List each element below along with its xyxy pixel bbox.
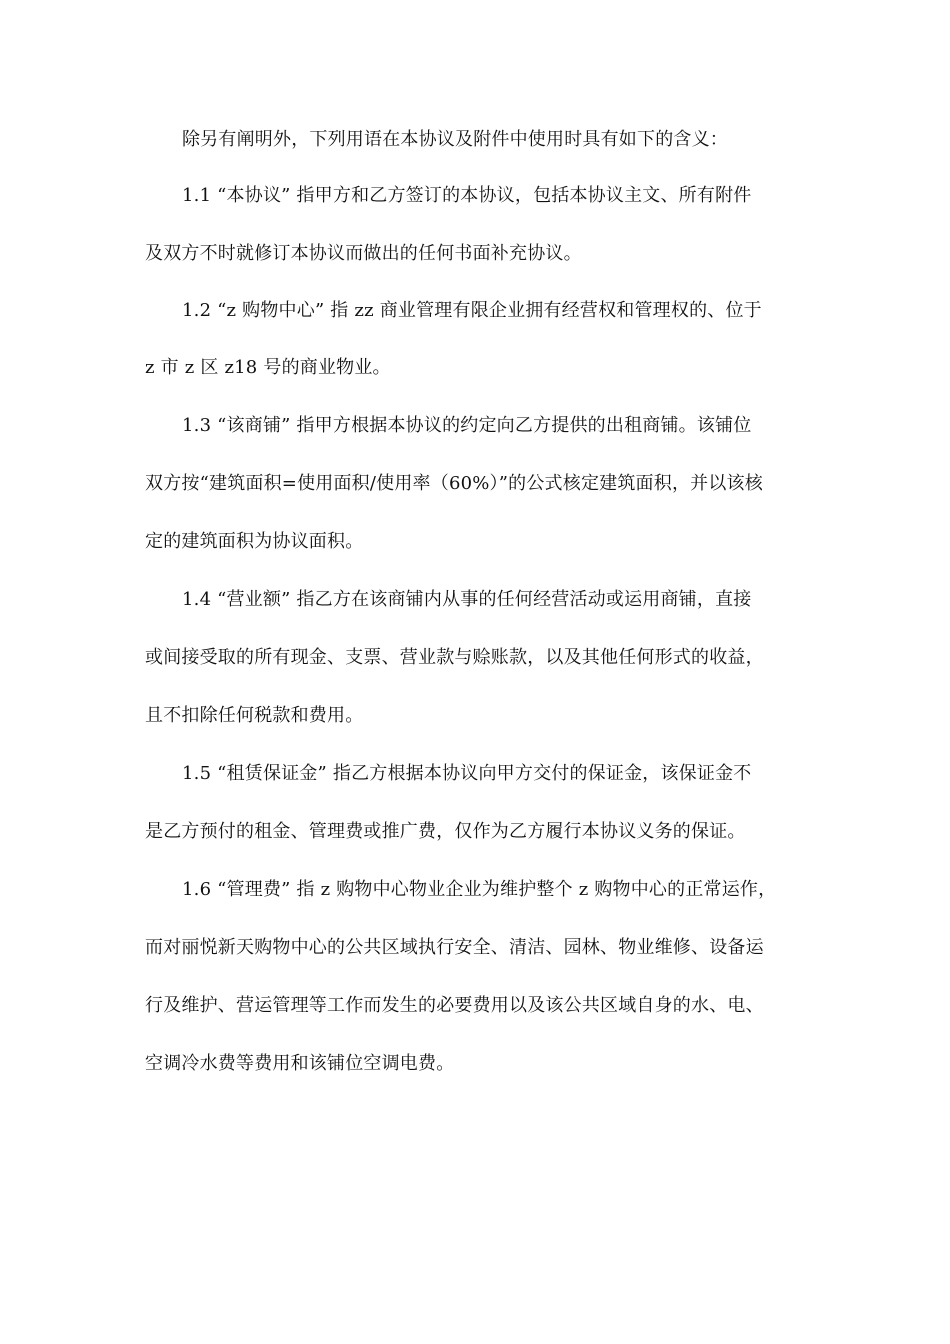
clause-1-3-line-1: 1.3 “该商铺” 指甲方根据本协议的约定向乙方提供的出租商铺。该铺位	[182, 415, 752, 436]
clause-1-6-line-3: 行及维护、营运管理等工作而发生的必要费用以及该公共区域自身的水、电、	[145, 995, 764, 1016]
clause-1-6-line-2: 而对丽悦新天购物中心的公共区域执行安全、清洁、园林、物业维修、设备运	[145, 937, 764, 958]
intro-line: 除另有阐明外，下列用语在本协议及附件中使用时具有如下的含义：	[182, 129, 728, 150]
clause-1-5-line-2: 是乙方预付的租金、管理费或推广费，仅作为乙方履行本协议义务的保证。	[145, 821, 746, 842]
clause-1-1-line-2: 及双方不时就修订本协议而做出的任何书面补充协议。	[145, 243, 582, 264]
clause-1-4-line-3: 且不扣除任何税款和费用。	[145, 705, 364, 726]
clause-1-3-line-2: 双方按“建筑面积=使用面积/使用率（60%）”的公式核定建筑面积，并以该核	[145, 473, 763, 494]
clause-1-4-line-2: 或间接受取的所有现金、支票、营业款与赊账款，以及其他任何形式的收益，	[145, 647, 764, 668]
clause-1-6-line-4: 空调冷水费等费用和该铺位空调电费。	[145, 1053, 455, 1074]
clause-1-4-line-1: 1.4 “营业额” 指乙方在该商铺内从事的任何经营活动或运用商铺，直接	[182, 589, 752, 610]
clause-1-6-line-1: 1.6 “管理费” 指 z 购物中心物业企业为维护整个 z 购物中心的正常运作，	[182, 879, 777, 900]
clause-1-3-line-3: 定的建筑面积为协议面积。	[145, 531, 364, 552]
clause-1-5-line-1: 1.5 “租赁保证金” 指乙方根据本协议向甲方交付的保证金，该保证金不	[182, 763, 752, 784]
clause-1-2-line-1: 1.2 “z 购物中心” 指 zz 商业管理有限企业拥有经营权和管理权的、位于	[182, 300, 762, 321]
clause-1-1-line-1: 1.1 “本协议” 指甲方和乙方签订的本协议，包括本协议主文、所有附件	[182, 185, 752, 206]
clause-1-2-line-2: z 市 z 区 z18 号的商业物业。	[145, 357, 391, 378]
